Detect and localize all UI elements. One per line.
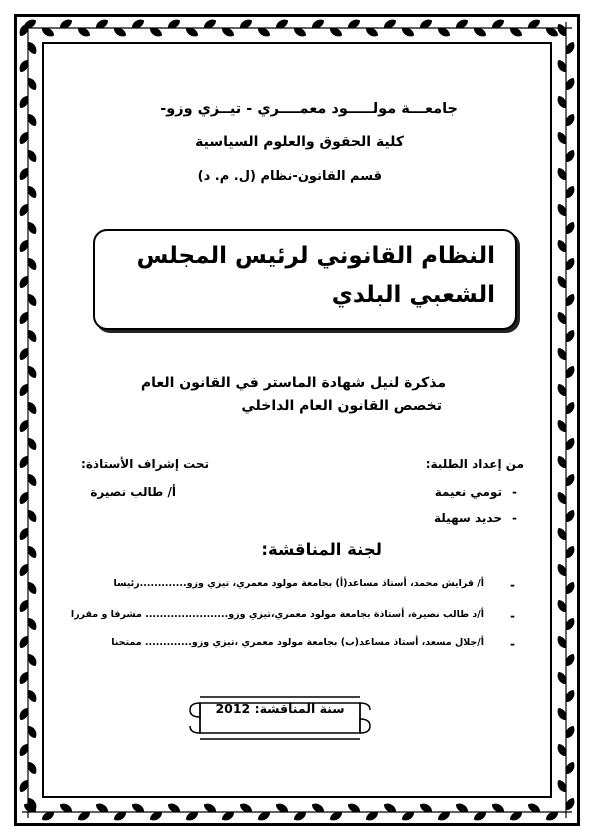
faculty-name: كلية الحقوق والعلوم السياسية [195, 134, 404, 150]
committee-member: أ/ قرايش محمد، أستاذ مساعد(أ) بجامعة مولود معمري، تيزي وزو.............رئيسا [113, 578, 484, 589]
supervisor-name: أ/ طالب نصيرة [90, 485, 176, 499]
student-name: حديد سهيلة [434, 511, 502, 525]
member-bullet: - [510, 609, 515, 623]
student-bullet: - [512, 485, 517, 499]
memo-specialty: تخصص القانون العام الداخلي [241, 398, 442, 414]
member-bullet: - [510, 637, 515, 651]
committee-member: أ/د طالب نصيرة، أستاذة بجامعة مولود معمري،تيزي وزو....................... مشرفا و مقررا [70, 609, 484, 620]
scroll-banner [185, 694, 375, 742]
member-bullet: - [510, 578, 515, 592]
prepared-by-label: من إعداد الطلبة: [425, 457, 524, 471]
memo-purpose: مذكرة لنيل شهادة الماستر في القانون العام [140, 375, 446, 391]
supervisor-label: تحت إشراف الأستاذة: [81, 457, 209, 471]
inner-border [42, 42, 552, 798]
university-name: جامعـــة مولـــــود معمــــري - تيــزي وزو- [160, 101, 458, 117]
defense-year: سنة المناقشة: 2012 [215, 701, 345, 716]
thesis-title: النظام القانوني لرئيس المجلس الشعبي البلدي [136, 243, 495, 308]
committee-member: أ/جلال مسعد، أستاذ مساعد(ب) بجامعة مولود معمري ،تيزي وزو............. ممتحنا [111, 637, 484, 648]
title-box [93, 229, 517, 330]
department-name: قسم القانون-نظام (ل. م. د) [197, 169, 382, 184]
student-bullet: - [512, 511, 517, 525]
student-name: تومي نعيمة [434, 485, 502, 499]
committee-title: لجنة المناقشة: [261, 540, 382, 559]
